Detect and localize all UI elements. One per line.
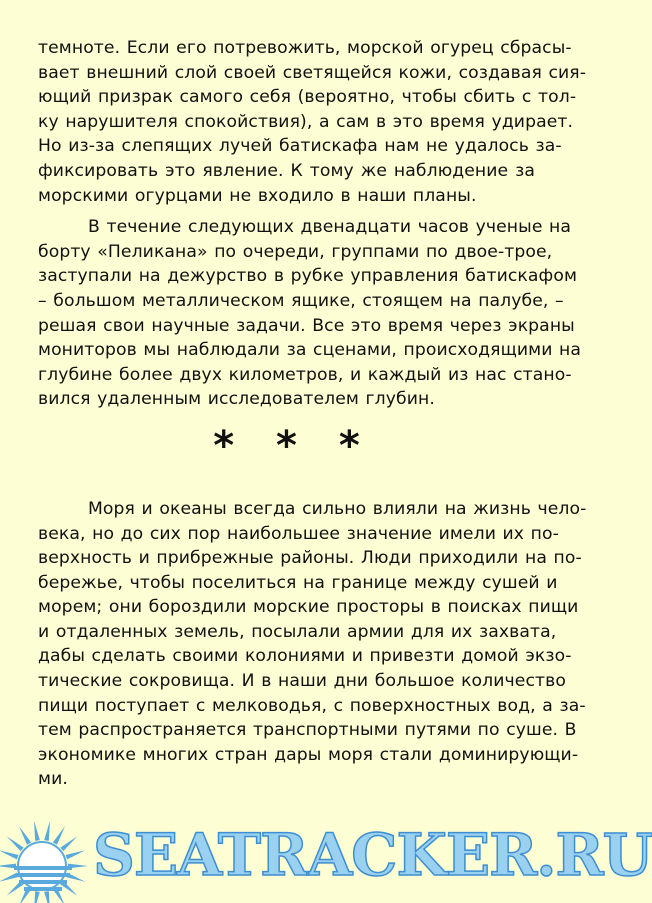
text-line: тем распространяется транспортными путями по суше. В — [38, 720, 577, 741]
sun-ray — [19, 826, 31, 845]
text-line: вился удаленным исследователем глубин. — [38, 389, 435, 410]
text-line: фиксировать это явление. К тому же наблюдение за — [38, 160, 535, 181]
text-line: глубине более двух километров, и каждый из нас стано- — [38, 364, 572, 385]
sun-ray — [7, 836, 24, 851]
text-line: ми. — [38, 769, 68, 790]
text-line: мониторов мы наблюдали за сценами, происходящими на — [38, 340, 582, 361]
sun-burst-icon — [0, 821, 88, 903]
text-line: В течение следующих двенадцати часов ученые на — [88, 217, 572, 238]
page-text — [38, 36, 587, 792]
text-line: ку нарушителя спокойствия), а сам в это время удирает. — [38, 111, 574, 132]
text-line: вает внешний слой своей светящейся кожи, создавая сия- — [38, 62, 587, 83]
text-line: морскими огурцами не входило в наши планы. — [38, 185, 477, 206]
sun-ray — [44, 821, 50, 841]
text-line: пищи поступает с мелководья, с поверхностных вод, а за- — [38, 695, 586, 716]
paragraph-2 — [38, 215, 582, 412]
text-line: решая свои научные задачи. Все это время через экраны — [38, 315, 575, 336]
text-line: морем; они бороздили морские просторы в поисках пищи — [38, 597, 579, 618]
text-line: и отдаленных земель, посылали армии для их захвата, — [38, 621, 557, 642]
text-line: заступали на дежурство в рубке управления батискафом — [38, 266, 578, 287]
text-line: тические сокровища. И в наши дни большое количество — [38, 671, 566, 692]
sun-ray — [0, 873, 18, 882]
sun-ray — [34, 821, 40, 841]
text-line: ющий призрак самого себя (вероятно, чтобы сбить с тол- — [38, 87, 577, 108]
text-line: экономике многих стран дары моря стали доминирующи- — [38, 744, 579, 765]
sun-ray — [60, 836, 77, 851]
sun-ray — [34, 891, 40, 903]
sun-ray — [0, 864, 16, 869]
text-line: темноте. Если его потревожить, морской огурец сбрасы- — [38, 38, 572, 58]
text-line: – большом металлическом ящике, стоящем на палубе, – — [38, 290, 564, 311]
section-separator: * * * — [213, 422, 374, 469]
text-line: Но из-за слепящих лучей батискафа нам не удалось за- — [38, 136, 562, 157]
text-line: борту «Пеликана» по очереди, группами по двое-трое, — [38, 241, 553, 262]
sun-ray — [53, 826, 65, 845]
sun-ray — [66, 850, 86, 859]
text-line: дабы сделать своими колониями и привезти домой экзо- — [38, 646, 572, 667]
sun-ray — [44, 891, 50, 903]
text-line: бережье, чтобы поселиться на границе между сушей и — [38, 572, 558, 593]
text-line: верхность и прибрежные районы. Люди приходили на по- — [38, 548, 582, 569]
paragraph-1 — [38, 36, 587, 208]
paragraph-3 — [38, 497, 587, 792]
sun-ray — [0, 850, 18, 859]
text-line: века, но до сих пор наибольшее значение имели их по- — [38, 523, 559, 544]
text-line: Моря и океаны всегда сильно влияли на жизнь чело- — [88, 498, 587, 519]
watermark-text: SEATRACKER.RU — [93, 821, 652, 889]
